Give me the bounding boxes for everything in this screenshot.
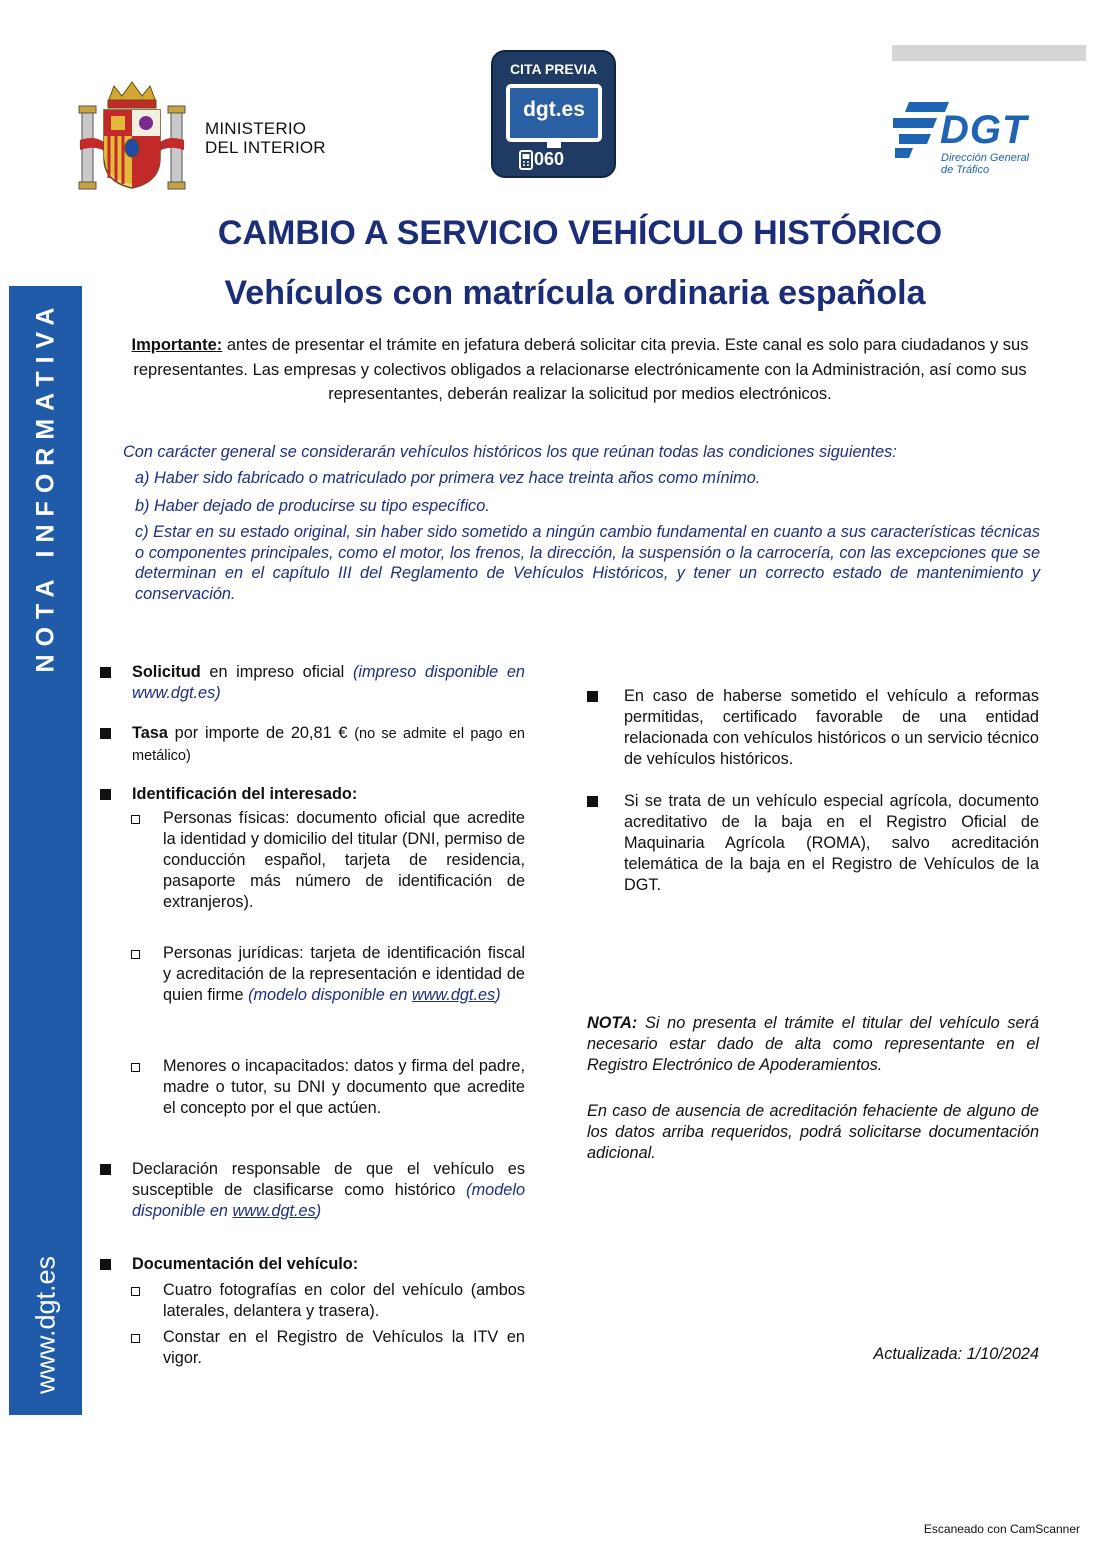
cita-previa-phone-row bbox=[519, 149, 564, 170]
cita-previa-badge bbox=[491, 50, 616, 178]
dgt-sub-line-2: de Tráfico bbox=[941, 164, 990, 176]
condition-b: b) Haber dejado de producirse su tipo específico. bbox=[135, 497, 490, 515]
dgt-sub-line-1: Dirección General bbox=[941, 152, 1030, 164]
nota-informativa-text: NOTA INFORMATIVA bbox=[31, 299, 59, 673]
side-url-label bbox=[9, 1240, 82, 1410]
bullet-square-icon bbox=[100, 667, 111, 678]
tasa-text: por importe de 20,81 € bbox=[174, 724, 348, 742]
menores-text: Menores o incapacitados: datos y firma del padre, madre o tutor, su DNI y documento que acredite el concepto por el que actúen. bbox=[163, 1057, 525, 1117]
side-url-text: www.dgt.es bbox=[30, 1255, 60, 1395]
scanner-footer: Escaneado con CamScanner bbox=[923, 1522, 1080, 1536]
solicitud-text: en impreso oficial bbox=[209, 663, 345, 681]
importante-text: antes de presentar el trámite en jefatura deberá solicitar cita previa. Este canal es solo para ciudadanos y sus representantes. Las empresas y colectivos obligados a relacionarse electrónicamente con la Administración, así como sus representantes, deberán realizar la solicitud por medios electrónicos. bbox=[133, 336, 1029, 403]
identificacion-heading: Identificación del interesado: bbox=[132, 785, 358, 803]
fisicas-text: Personas físicas: documento oficial que acredite la identidad y domicilio del titular (DNI, permiso de conducción español, tarjeta de residencia, pasaporte más número de identificación de extranjeros). bbox=[163, 809, 525, 911]
declaracion-text: Declaración responsable de que el vehículo es susceptible de clasificarse como histórico bbox=[132, 1160, 525, 1199]
conditions-intro: Con carácter general se considerarán vehículos históricos los que reúnan todas las condiciones siguientes: bbox=[123, 443, 897, 461]
bullet-hollow-square-icon bbox=[131, 1287, 140, 1296]
importante-label: Importante bbox=[131, 336, 217, 354]
bullet-hollow-square-icon bbox=[131, 1334, 140, 1343]
importante-colon: : bbox=[216, 336, 223, 354]
condition-a: a) Haber sido fabricado o matriculado por primera vez hace treinta años como mínimo. bbox=[135, 469, 761, 487]
page-subtitle: Vehículos con matrícula ordinaria española bbox=[224, 274, 926, 312]
bullet-square-icon bbox=[100, 1164, 111, 1175]
monitor-stand bbox=[547, 142, 561, 148]
tasa-note: (no se admite el pago en metálico) bbox=[132, 726, 525, 764]
reformas-text: En caso de haberse sometido el vehículo a reformas permitidas, certificado favorable de una entidad relacionada con vehículos históricos o un servicio técnico de vehículos históricos. bbox=[624, 687, 1039, 768]
coat-of-arms-icon bbox=[78, 80, 186, 192]
nota-informativa-label bbox=[9, 286, 82, 686]
bullet-hollow-square-icon bbox=[131, 1063, 140, 1072]
importante-paragraph bbox=[120, 333, 1040, 407]
bullet-hollow-square-icon bbox=[131, 815, 140, 824]
bullet-hollow-square-icon bbox=[131, 950, 140, 959]
monitor-icon bbox=[506, 84, 602, 142]
mobile-phone-icon bbox=[519, 150, 533, 170]
top-grey-bar bbox=[892, 45, 1086, 61]
nota-label: NOTA: bbox=[587, 1014, 638, 1032]
solicitud-note: (impreso disponible en www.dgt.es) bbox=[132, 663, 525, 702]
fotos-text: Cuatro fotografías en color del vehículo (ambos laterales, delantera y trasera). bbox=[163, 1281, 525, 1320]
dgt-logo-subtitle bbox=[941, 152, 1029, 176]
updated-date: Actualizada: 1/10/2024 bbox=[873, 1345, 1039, 1363]
declaracion-note-suffix: ) bbox=[315, 1202, 322, 1220]
agricola-text: Si se trata de un vehículo especial agrícola, documento acreditativo de la baja en el Registro Oficial de Maquinaria Agrícola (ROMA), salvo acreditación telemática de la baja en el Registro de Vehículos de la DGT. bbox=[624, 792, 1039, 894]
dgt-logo-text: DGT bbox=[940, 108, 1028, 152]
page-title: CAMBIO A SERVICIO VEHÍCULO HISTÓRICO bbox=[217, 214, 943, 252]
juridicas-link[interactable]: www.dgt.es bbox=[411, 986, 496, 1004]
documentacion-heading: Documentación del vehículo: bbox=[132, 1255, 359, 1273]
declaracion-link[interactable]: www.dgt.es bbox=[232, 1202, 316, 1220]
nota-paragraph bbox=[587, 1013, 1039, 1076]
cita-previa-site: dgt.es bbox=[523, 98, 585, 121]
bullet-square-icon bbox=[587, 691, 598, 702]
bullet-square-icon bbox=[100, 728, 111, 739]
bullet-square-icon bbox=[100, 1259, 111, 1270]
bullet-square-icon bbox=[100, 789, 111, 800]
juridicas-note-suffix: ) bbox=[495, 986, 501, 1004]
bullet-square-icon bbox=[587, 796, 598, 807]
declaracion-note-prefix: (modelo disponible en bbox=[132, 1181, 525, 1220]
ministerio-line-2: DEL INTERIOR bbox=[205, 138, 326, 157]
ministerio-label bbox=[205, 119, 326, 157]
cita-previa-title: CITA PREVIA bbox=[509, 61, 598, 77]
solicitud-bold: Solicitud bbox=[132, 663, 201, 681]
nota-text: Si no presenta el trámite el titular del vehículo será necesario estar dado de alta como representante en el Registro Electrónico de Apoderamientos. bbox=[587, 1014, 1039, 1074]
cita-previa-phone: 060 bbox=[534, 149, 565, 169]
condition-c: c) Estar en su estado original, sin haber sido sometido a ningún cambio fundamental en cuanto a sus características técnicas o componentes principales, como el motor, los frenos, la dirección, la suspensión o la carrocería, con las excepciones que se determinan en el capítulo III del Reglamento de Vehículos Históricos, y tener un correcto estado de mantenimiento y conservación. bbox=[135, 523, 1040, 603]
juridicas-note-prefix: (modelo disponible en bbox=[248, 986, 408, 1004]
ministerio-line-1: MINISTERIO bbox=[205, 119, 307, 138]
itv-text: Constar en el Registro de Vehículos la ITV en vigor. bbox=[163, 1328, 525, 1367]
juridicas-text: Personas jurídicas: tarjeta de identificación fiscal y acreditación de la representación e identidad de quien firme bbox=[163, 944, 525, 1004]
ausencia-paragraph: En caso de ausencia de acreditación fehaciente de alguno de los datos arriba requeridos, podrá solicitarse documentación adicional. bbox=[587, 1102, 1039, 1162]
tasa-bold: Tasa bbox=[132, 724, 168, 742]
